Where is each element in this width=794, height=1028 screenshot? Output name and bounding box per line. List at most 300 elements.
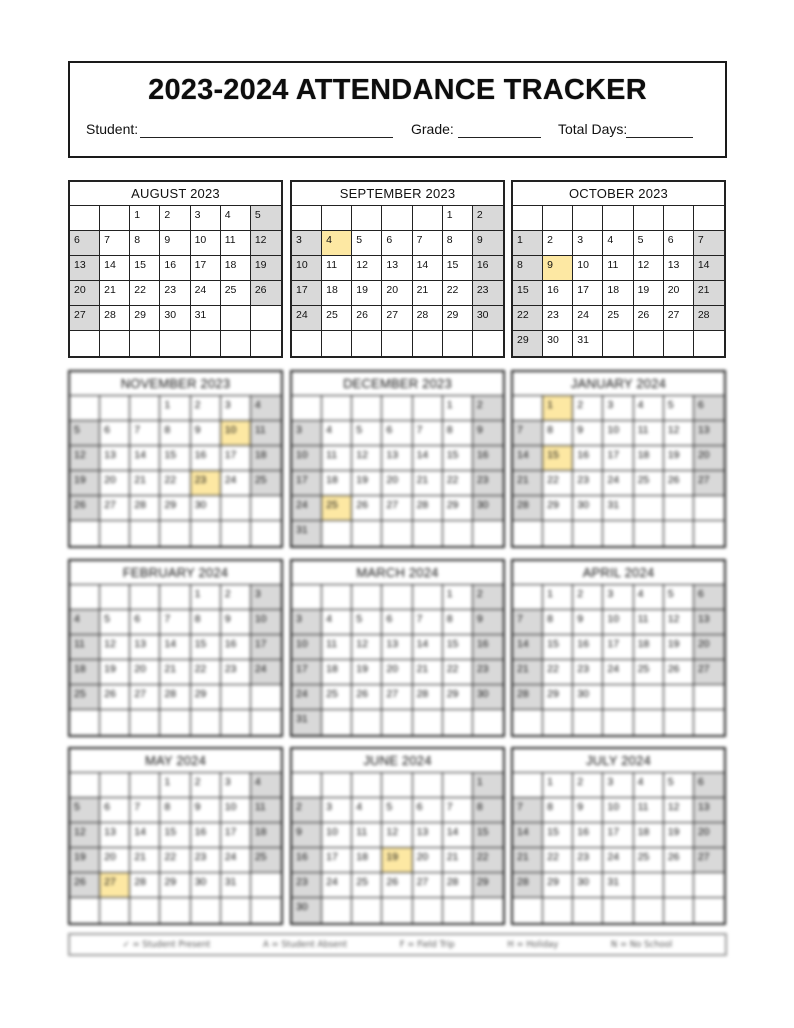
empty-day-cell (634, 685, 664, 710)
day-number: 31 (577, 334, 589, 346)
day-cell (251, 773, 281, 798)
day-number: 26 (356, 499, 368, 511)
day-number: 27 (386, 309, 399, 321)
day-number: 3 (224, 776, 231, 788)
day-cell (160, 798, 190, 823)
day-number: 5 (356, 613, 363, 625)
empty-day-cell (664, 521, 694, 546)
day-cell (634, 446, 664, 471)
day-cell (603, 823, 633, 848)
day-number: 8 (517, 259, 523, 271)
day-cell (251, 421, 281, 446)
day-number: 2 (194, 776, 201, 788)
day-number: 8 (164, 801, 171, 813)
day-cell (664, 848, 694, 873)
day-cell (473, 873, 503, 898)
day-number: 14 (104, 259, 116, 271)
empty-day-cell (603, 206, 633, 231)
day-cell (634, 421, 664, 446)
day-number: 18 (326, 284, 338, 296)
day-number: 2 (577, 399, 584, 411)
day-cell (513, 306, 543, 331)
day-number: 9 (194, 424, 201, 436)
day-cell (443, 206, 473, 231)
day-cell (221, 773, 251, 798)
day-cell (130, 446, 160, 471)
day-number: 16 (577, 449, 589, 461)
day-cell (694, 610, 724, 635)
day-number: 18 (637, 638, 650, 650)
day-cell (694, 471, 724, 496)
day-number: 30 (194, 499, 207, 511)
day-number: 13 (386, 638, 399, 650)
day-number: 5 (356, 234, 363, 246)
day-cell (543, 685, 573, 710)
day-cell (413, 823, 443, 848)
empty-day-cell (130, 396, 160, 421)
day-cell (694, 848, 724, 873)
day-cell (322, 660, 352, 685)
day-cell (160, 773, 190, 798)
day-number: 15 (547, 638, 559, 650)
day-number: 28 (416, 309, 429, 321)
day-number: 14 (416, 449, 429, 461)
day-number: 18 (326, 474, 338, 486)
day-number: 23 (476, 474, 489, 486)
day-number: 21 (134, 851, 146, 863)
day-cell (352, 848, 382, 873)
day-number: 16 (577, 826, 589, 838)
day-cell (191, 306, 221, 331)
day-number: 14 (164, 638, 177, 650)
day-cell (664, 823, 694, 848)
empty-day-cell (130, 521, 160, 546)
day-number: 4 (254, 776, 261, 788)
day-number: 12 (356, 638, 368, 650)
day-cell (70, 823, 100, 848)
day-cell (603, 446, 633, 471)
month-title: APRIL 2024 (513, 561, 724, 585)
day-number: 25 (224, 284, 237, 296)
empty-day-cell (70, 521, 100, 546)
month-january-2024 (511, 370, 726, 548)
day-cell (664, 306, 694, 331)
day-number: 19 (637, 284, 650, 296)
empty-day-cell (603, 898, 633, 923)
day-cell (292, 421, 322, 446)
empty-day-cell (70, 585, 100, 610)
empty-day-cell (130, 710, 160, 735)
day-cell (100, 610, 130, 635)
empty-day-cell (664, 685, 694, 710)
day-cell (292, 306, 322, 331)
day-number: 7 (134, 801, 141, 813)
month-grid (292, 585, 503, 735)
day-number: 17 (296, 474, 308, 486)
day-number: 1 (134, 209, 141, 221)
day-cell (443, 281, 473, 306)
day-cell (160, 660, 190, 685)
empty-day-cell (322, 710, 352, 735)
day-number: 3 (326, 801, 332, 813)
day-number: 17 (607, 638, 620, 650)
month-march-2024 (290, 559, 505, 737)
student-label: Student: (86, 121, 139, 137)
day-cell (694, 446, 724, 471)
day-number: 24 (326, 876, 338, 888)
empty-day-cell (382, 773, 412, 798)
day-number: 27 (74, 309, 86, 321)
day-cell (413, 635, 443, 660)
day-number: 13 (697, 801, 710, 813)
day-cell (292, 281, 322, 306)
day-cell (352, 256, 382, 281)
day-number: 4 (254, 399, 261, 411)
day-cell (292, 231, 322, 256)
day-cell (543, 396, 573, 421)
day-number: 31 (607, 499, 620, 511)
empty-day-cell (100, 396, 130, 421)
month-title: FEBRUARY 2024 (70, 561, 281, 585)
empty-day-cell (352, 773, 382, 798)
day-cell (513, 798, 543, 823)
empty-day-cell (634, 496, 664, 521)
day-cell (191, 660, 221, 685)
header-box (68, 61, 727, 158)
day-number: 3 (296, 234, 302, 246)
day-number: 11 (224, 234, 236, 246)
empty-day-cell (664, 710, 694, 735)
day-cell (543, 848, 573, 873)
day-number: 19 (667, 449, 680, 461)
day-cell (70, 635, 100, 660)
day-number: 24 (296, 688, 308, 700)
day-number: 9 (194, 801, 201, 813)
empty-day-cell (322, 898, 352, 923)
empty-day-cell (251, 496, 281, 521)
day-cell (573, 471, 603, 496)
day-number: 2 (194, 399, 201, 411)
day-number: 16 (476, 259, 489, 271)
empty-day-cell (251, 331, 281, 356)
day-number: 21 (517, 663, 529, 675)
day-number: 12 (667, 424, 680, 436)
empty-day-cell (513, 898, 543, 923)
day-cell (130, 873, 160, 898)
day-number: 31 (224, 876, 237, 888)
day-cell (473, 471, 503, 496)
day-cell (634, 585, 664, 610)
month-grid (70, 396, 281, 546)
month-title: MARCH 2024 (292, 561, 503, 585)
day-cell (292, 496, 322, 521)
day-number: 25 (326, 688, 338, 700)
empty-day-cell (292, 773, 322, 798)
day-cell (130, 635, 160, 660)
day-cell (513, 281, 543, 306)
day-number: 25 (637, 474, 650, 486)
day-number: 6 (104, 801, 110, 813)
day-cell (513, 660, 543, 685)
day-number: 19 (386, 851, 399, 863)
day-cell (664, 773, 694, 798)
day-number: 1 (164, 776, 171, 788)
day-cell (413, 848, 443, 873)
day-cell (443, 685, 473, 710)
day-number: 29 (164, 499, 177, 511)
day-number: 30 (577, 876, 589, 888)
day-number: 14 (517, 638, 529, 650)
day-number: 30 (547, 334, 559, 346)
month-february-2024 (68, 559, 283, 737)
day-number: 19 (356, 284, 368, 296)
total-days-label: Total Days: (558, 121, 628, 137)
day-number: 2 (164, 209, 171, 221)
day-number: 2 (476, 399, 483, 411)
day-number: 14 (416, 638, 429, 650)
empty-day-cell (573, 710, 603, 735)
day-number: 9 (476, 424, 483, 436)
day-number: 23 (194, 474, 207, 486)
day-number: 4 (326, 234, 332, 246)
day-number: 21 (416, 474, 429, 486)
day-cell (694, 396, 724, 421)
day-number: 2 (577, 776, 584, 788)
day-number: 17 (607, 449, 620, 461)
day-cell (251, 610, 281, 635)
day-number: 28 (104, 309, 116, 321)
day-number: 2 (476, 588, 483, 600)
day-cell (70, 231, 100, 256)
day-number: 7 (446, 801, 453, 813)
day-number: 14 (517, 826, 529, 838)
day-number: 16 (476, 638, 489, 650)
day-number: 26 (74, 876, 86, 888)
empty-day-cell (191, 710, 221, 735)
day-number: 30 (476, 499, 489, 511)
day-number: 22 (446, 663, 459, 675)
day-number: 18 (637, 449, 650, 461)
day-number: 27 (386, 499, 399, 511)
day-number: 5 (667, 399, 674, 411)
day-cell (382, 660, 412, 685)
day-number: 21 (517, 474, 529, 486)
day-number: 19 (667, 826, 680, 838)
day-cell (413, 471, 443, 496)
day-number: 20 (104, 851, 116, 863)
day-number: 19 (667, 638, 680, 650)
day-number: 3 (607, 588, 614, 600)
day-number: 26 (356, 688, 368, 700)
day-cell (130, 848, 160, 873)
day-cell (513, 685, 543, 710)
day-cell (100, 685, 130, 710)
day-cell (160, 848, 190, 873)
day-cell (130, 421, 160, 446)
day-cell (191, 823, 221, 848)
day-number: 9 (577, 424, 584, 436)
grade-blank-line (458, 127, 541, 138)
day-cell (292, 798, 322, 823)
empty-day-cell (413, 773, 443, 798)
empty-day-cell (413, 585, 443, 610)
empty-day-cell (603, 685, 633, 710)
day-cell (352, 660, 382, 685)
day-cell (251, 798, 281, 823)
day-cell (513, 256, 543, 281)
empty-day-cell (603, 710, 633, 735)
day-number: 5 (667, 588, 674, 600)
day-cell (473, 635, 503, 660)
day-cell (100, 848, 130, 873)
day-number: 25 (607, 309, 620, 321)
day-cell (413, 281, 443, 306)
day-number: 10 (296, 259, 308, 271)
day-number: 18 (356, 851, 368, 863)
day-cell (292, 471, 322, 496)
day-cell (251, 206, 281, 231)
day-number: 21 (164, 663, 177, 675)
day-number: 1 (194, 588, 201, 600)
day-cell (352, 306, 382, 331)
day-cell (352, 823, 382, 848)
total-days-blank-line (626, 127, 693, 138)
day-number: 27 (697, 663, 710, 675)
month-grid (513, 773, 724, 923)
day-cell (634, 848, 664, 873)
empty-day-cell (543, 206, 573, 231)
month-july-2024 (511, 747, 726, 925)
day-cell (664, 660, 694, 685)
day-cell (130, 306, 160, 331)
day-cell (634, 471, 664, 496)
day-number: 23 (194, 851, 207, 863)
empty-day-cell (473, 898, 503, 923)
day-cell (191, 446, 221, 471)
day-cell (443, 660, 473, 685)
day-cell (352, 610, 382, 635)
empty-day-cell (160, 331, 190, 356)
day-number: 1 (476, 776, 483, 788)
day-cell (100, 873, 130, 898)
day-cell (251, 585, 281, 610)
day-number: 17 (326, 851, 338, 863)
day-number: 10 (607, 801, 620, 813)
day-cell (382, 848, 412, 873)
day-number: 16 (296, 851, 308, 863)
empty-day-cell (694, 521, 724, 546)
day-cell (100, 281, 130, 306)
day-cell (382, 496, 412, 521)
day-number: 29 (194, 688, 207, 700)
day-number: 12 (254, 234, 267, 246)
day-cell (130, 471, 160, 496)
day-cell (543, 496, 573, 521)
day-cell (543, 660, 573, 685)
day-number: 15 (446, 449, 459, 461)
empty-day-cell (413, 898, 443, 923)
day-cell (292, 898, 322, 923)
day-cell (473, 685, 503, 710)
day-cell (573, 610, 603, 635)
day-number: 6 (386, 234, 393, 246)
day-number: 24 (607, 663, 620, 675)
day-cell (352, 281, 382, 306)
day-cell (322, 256, 352, 281)
empty-day-cell (160, 898, 190, 923)
empty-day-cell (352, 585, 382, 610)
month-title: JANUARY 2024 (513, 372, 724, 396)
day-cell (191, 396, 221, 421)
day-number: 12 (104, 638, 116, 650)
day-number: 11 (607, 259, 619, 271)
month-grid (70, 585, 281, 735)
day-number: 28 (517, 499, 529, 511)
day-number: 20 (667, 284, 680, 296)
day-number: 16 (547, 284, 559, 296)
empty-day-cell (473, 331, 503, 356)
day-number: 15 (134, 259, 146, 271)
empty-day-cell (603, 521, 633, 546)
day-cell (70, 256, 100, 281)
day-cell (473, 206, 503, 231)
empty-day-cell (160, 710, 190, 735)
day-number: 7 (517, 424, 523, 436)
month-grid (292, 206, 503, 356)
day-cell (634, 823, 664, 848)
day-number: 8 (194, 613, 201, 625)
empty-day-cell (382, 206, 412, 231)
day-number: 9 (577, 613, 584, 625)
empty-day-cell (634, 873, 664, 898)
day-number: 11 (326, 259, 338, 271)
day-cell (130, 610, 160, 635)
day-cell (513, 496, 543, 521)
day-cell (473, 421, 503, 446)
empty-day-cell (221, 898, 251, 923)
day-cell (191, 496, 221, 521)
empty-day-cell (292, 585, 322, 610)
day-cell (191, 848, 221, 873)
empty-day-cell (160, 521, 190, 546)
day-number: 29 (547, 688, 559, 700)
day-cell (130, 281, 160, 306)
day-cell (473, 256, 503, 281)
day-cell (413, 256, 443, 281)
day-cell (413, 421, 443, 446)
day-cell (382, 471, 412, 496)
page-title: 2023-2024 ATTENDANCE TRACKER (148, 74, 647, 106)
day-number: 29 (446, 499, 459, 511)
day-number: 28 (697, 309, 710, 321)
day-cell (352, 496, 382, 521)
day-cell (443, 848, 473, 873)
day-cell (322, 471, 352, 496)
day-number: 25 (637, 663, 650, 675)
day-cell (221, 471, 251, 496)
empty-day-cell (100, 521, 130, 546)
day-number: 24 (224, 851, 237, 863)
empty-day-cell (443, 521, 473, 546)
day-cell (413, 685, 443, 710)
day-number: 16 (224, 638, 237, 650)
empty-day-cell (100, 773, 130, 798)
day-cell (443, 610, 473, 635)
day-cell (160, 421, 190, 446)
day-number: 5 (637, 234, 644, 246)
day-cell (130, 496, 160, 521)
day-cell (634, 396, 664, 421)
